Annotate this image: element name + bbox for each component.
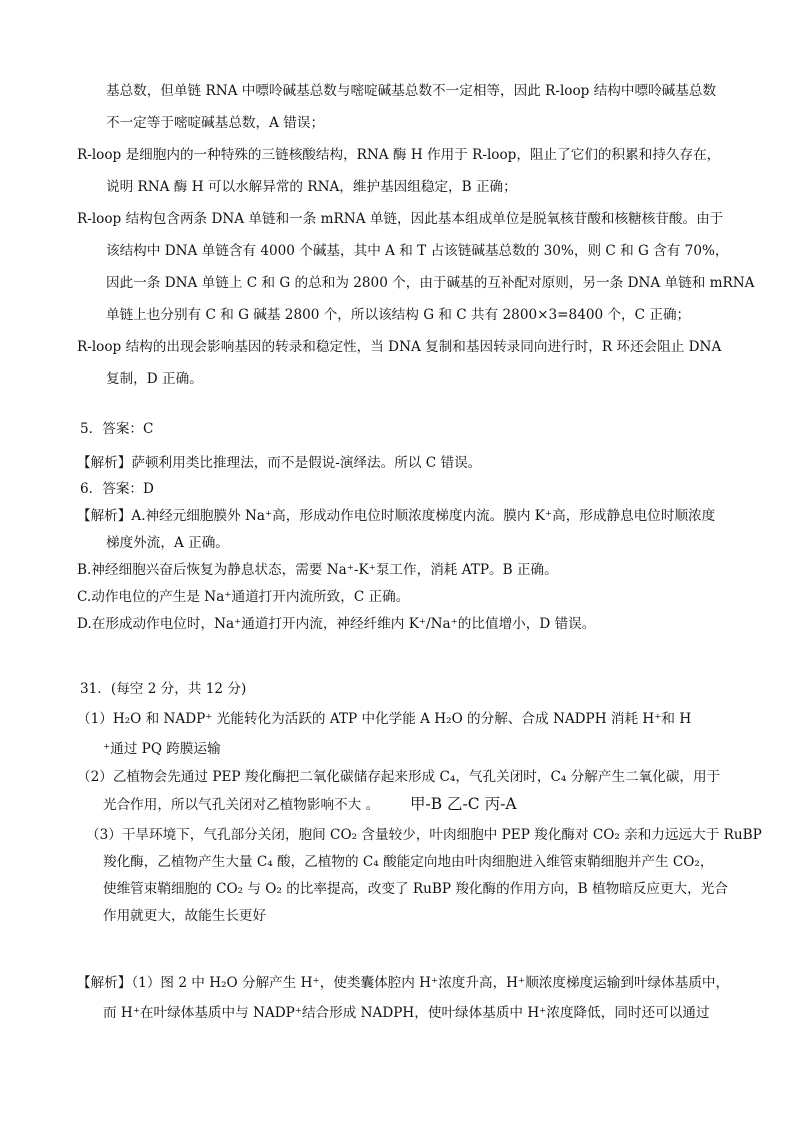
text-line: （2）乙植物会先通过 PEP 羧化酶把二氧化碳储存起来形成 C₄，气孔关闭时，C₄ 分解产生二氧化碳，用于 [77, 769, 721, 785]
text-line: 【解析】萨顿利用类比推理法，而不是假说-演绎法。所以 C 错误。 [77, 455, 482, 471]
text-line: 因此一条 DNA 单链上 C 和 G 的总和为 2800 个，由于碱基的互补配对原则，另一条 DNA 单链和 mRNA [106, 275, 755, 291]
answer-match: 甲-B 乙-C 丙-A [410, 795, 517, 813]
answer-heading: 6．答案：D [80, 481, 154, 497]
text-line: R-loop 结构包含两条 DNA 单链和一条 mRNA 单链，因此基本组成单位是脱氧核苷酸和核糖核苷酸。由于 [77, 211, 724, 227]
text-line: D.在形成动作电位时，Na⁺通道打开内流，神经纤维内 K⁺/Na⁺的比值增小，D 错误。 [77, 616, 596, 632]
text-line: （3）干旱环境下，气孔部分关闭，胞间 CO₂ 含量较少，叶肉细胞中 PEP 羧化酶对 CO₂ 亲和力远远大于 RuBP [86, 827, 762, 843]
text-line: 光合作用，所以气孔关闭对乙植物影响不大 。 [103, 797, 380, 813]
text-line: 【解析】A.神经元细胞膜外 Na⁺高，形成动作电位时顺浓度梯度内流。膜内 K⁺高，形成静息电位时顺浓度 [77, 508, 716, 524]
text-line: 梯度外流，A 正确。 [106, 535, 229, 551]
text-line: 【解析】（1）图 2 中 H₂O 分解产生 H⁺，使类囊体腔内 H⁺浓度升高，H⁺顺浓度梯度运输到叶绿体基质中， [77, 975, 730, 991]
text-line: 单链上也分别有 C 和 G 碱基 2800 个，所以该结构 G 和 C 共有 2800×3=8400 个，C 正确； [106, 307, 691, 323]
text-line: （1）H₂O 和 NADP⁺ 光能转化为活跃的 ATP 中化学能 A H₂O 的分解、合成 NADPH 消耗 H⁺和 H [77, 711, 692, 727]
text-line: C.动作电位的产生是 Na⁺通道打开内流所致，C 正确。 [77, 589, 410, 605]
question-heading: 31．(每空 2 分，共 12 分) [80, 681, 247, 697]
text-line: ⁺通过 PQ 跨膜运输 [103, 741, 221, 757]
text-line: 作用就更大，故能生长更好 [103, 908, 267, 924]
text-line: 不一定等于嘧啶碱基总数，A 错误； [106, 115, 325, 131]
text-line: 使维管束鞘细胞的 CO₂ 与 O₂ 的比率提高，改变了 RuBP 羧化酶的作用方向，B 植物暗反应更大，光合 [103, 881, 728, 897]
text-line: 而 H⁺在叶绿体基质中与 NADP⁺结合形成 NADPH，使叶绿体基质中 H⁺浓度降低，同时还可以通过 [103, 1005, 710, 1021]
text-line: R-loop 结构的出现会影响基因的转录和稳定性，当 DNA 复制和基因转录同向进行时，R 环还会阻止 DNA [77, 339, 722, 355]
text-line: 基总数，但单链 RNA 中嘌呤碱基总数与嘧啶碱基总数不一定相等，因此 R-loop 结构中嘌呤碱基总数 [106, 83, 717, 99]
text-line: B.神经细胞兴奋后恢复为静息状态，需要 Na⁺-K⁺泵工作，消耗 ATP。B 正确。 [77, 562, 558, 578]
text-line: 该结构中 DNA 单链含有 4000 个碱基，其中 A 和 T 占该链碱基总数的 30%，则 C 和 G 含有 70%， [106, 243, 729, 259]
text-line: 说明 RNA 酶 H 可以水解异常的 RNA，维护基因组稳定，B 正确； [106, 179, 517, 195]
text-line: 复制，D 正确。 [106, 371, 203, 387]
text-line: 羧化酶，乙植物产生大量 C₄ 酸，乙植物的 C₄ 酸能定向地由叶肉细胞进入维管束鞘细胞并产生 CO₂， [103, 854, 714, 870]
text-line: R-loop 是细胞内的一种特殊的三链核酸结构，RNA 酶 H 作用于 R-loop，阻止了它们的积累和持久存在， [77, 147, 721, 163]
answer-heading: 5．答案：C [80, 421, 154, 437]
